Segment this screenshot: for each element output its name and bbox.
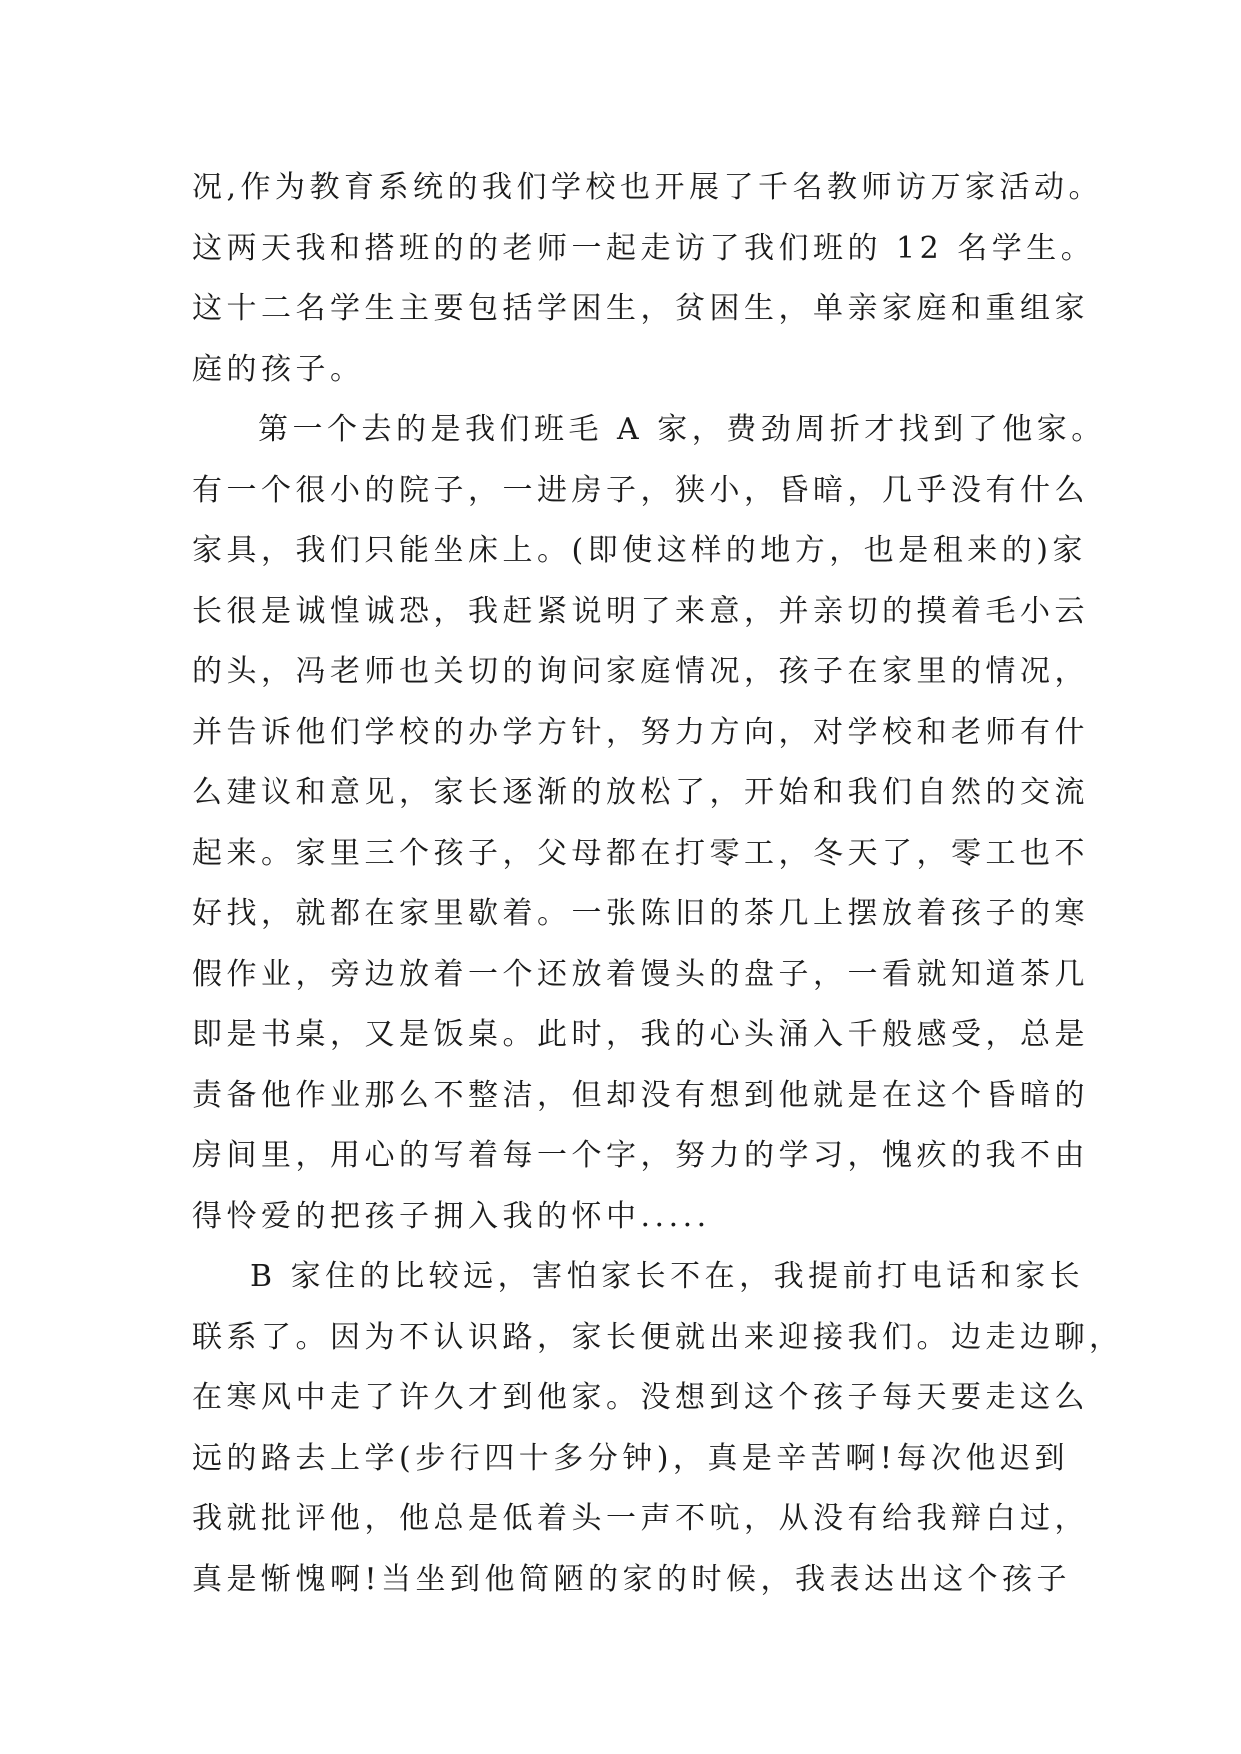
text-line: 好找，就都在家里歇着。一张陈旧的茶几上摆放着孩子的寒: [192, 896, 1089, 931]
text-line: 假作业，旁边放着一个还放着馒头的盘子，一看就知道茶几: [192, 956, 1089, 992]
text-line: 房间里，用心的写着每一个字，努力的学习，愧疚的我不由: [192, 1138, 1089, 1173]
text-line: 的头，冯老师也关切的询问家庭情况，孩子在家里的情况，: [192, 654, 1089, 689]
paragraph-first-line: 第一个去的是我们班毛 A 家，费劲周折才找到了他家。: [258, 412, 1106, 447]
text-line: 这两天我和搭班的的老师一起走访了我们班的 12 名学生。: [192, 230, 1096, 266]
text-line: 长很是诚惶诚恐，我赶紧说明了来意，并亲切的摸着毛小云: [192, 593, 1089, 629]
text-line: 责备他作业那么不整洁，但却没有想到他就是在这个昏暗的: [192, 1077, 1089, 1113]
text-line: 这十二名学生主要包括学困生，贫困生，单亲家庭和重组家: [192, 291, 1089, 326]
text-line: 庭的孩子。: [192, 351, 365, 387]
text-line: 我就批评他，他总是低着头一声不吭，从没有给我辩白过，: [192, 1501, 1089, 1536]
text-line: 真是惭愧啊!当坐到他简陋的家的时候，我表达出这个孩子: [192, 1561, 1072, 1597]
text-line: 起来。家里三个孩子，父母都在打零工，冬天了，零工也不: [192, 835, 1089, 871]
text-line: 得怜爱的把孩子拥入我的怀中.....: [192, 1198, 711, 1234]
text-line: 联系了。因为不认识路，家长便就出来迎接我们。边走边聊，: [192, 1319, 1124, 1355]
text-line: 在寒风中走了许久才到他家。没想到这个孩子每天要走这么: [192, 1380, 1089, 1415]
body-text: [192, 158, 1124, 1610]
text-line: 并告诉他们学校的办学方针，努力方向，对学校和老师有什: [192, 714, 1089, 750]
text-line: 家具，我们只能坐床上。(即使这样的地方，也是租来的)家: [192, 533, 1087, 568]
text-line: 么建议和意见，家长逐渐的放松了，开始和我们自然的交流: [192, 775, 1089, 810]
text-line: 有一个很小的院子，一进房子，狭小，昏暗，几乎没有什么: [192, 472, 1089, 508]
text-line: 况,作为教育系统的我们学校也开展了千名教师访万家活动。: [192, 170, 1104, 205]
text-line: 远的路去上学(步行四十多分钟)，真是辛苦啊!每次他迟到: [192, 1440, 1069, 1476]
paragraph-first-line: B 家住的比较远，害怕家长不在，我提前打电话和家长: [250, 1259, 1085, 1294]
text-line: 即是书桌，又是饭桌。此时，我的心头涌入千般感受，总是: [192, 1017, 1089, 1052]
